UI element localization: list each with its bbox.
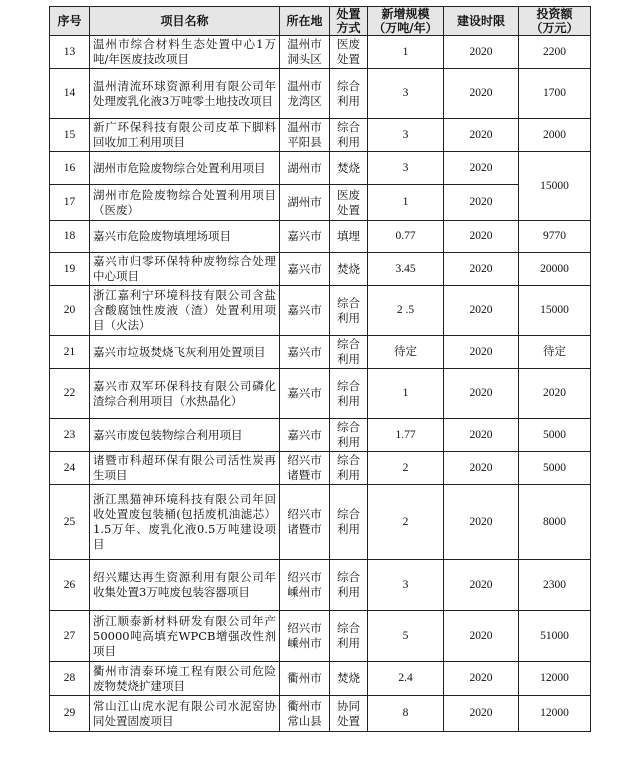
row-capacity-cell: 2.4	[368, 662, 444, 696]
table-row	[50, 485, 591, 560]
row-method-cell: 填埋	[330, 221, 368, 253]
row-method-cell: 综合利用	[330, 369, 368, 419]
row-location-cell: 温州市平阳县	[280, 119, 330, 152]
row-investment-cell: 20000	[519, 253, 591, 286]
row-location-cell: 湖州市	[280, 185, 330, 221]
row-location-cell: 嘉兴市	[280, 221, 330, 253]
row-index-cell: 23	[50, 419, 90, 452]
row-location-cell: 温州市龙湾区	[280, 69, 330, 119]
row-year-cell: 2020	[444, 696, 519, 732]
header-method-line2: 方式	[336, 21, 361, 35]
row-location-cell: 嘉兴市	[280, 419, 330, 452]
row-year-cell: 2020	[444, 560, 519, 611]
row-index-cell: 21	[50, 336, 90, 369]
header-capacity	[368, 7, 444, 36]
table-row	[50, 36, 591, 69]
row-name-cell: 嘉兴市废包装物综合利用项目	[90, 419, 280, 452]
header-investment-line1: 投资额	[536, 7, 573, 21]
row-year-cell: 2020	[444, 369, 519, 419]
row-name-cell: 衢州市清泰环境工程有限公司危险废物焚烧扩建项目	[90, 662, 280, 696]
row-capacity-cell: 1.77	[368, 419, 444, 452]
row-method-cell: 焚烧	[330, 152, 368, 185]
row-method-cell: 综合利用	[330, 286, 368, 336]
row-year-cell: 2020	[444, 662, 519, 696]
row-investment-cell: 2000	[519, 119, 591, 152]
header-year: 建设时限	[444, 7, 519, 36]
row-location-cell: 绍兴市嵊州市	[280, 611, 330, 662]
table-row	[50, 253, 591, 286]
row-method-cell: 综合利用	[330, 485, 368, 560]
row-name-cell: 新广环保科技有限公司皮革下脚料回收加工利用项目	[90, 119, 280, 152]
row-capacity-cell: 2	[368, 452, 444, 485]
row-capacity-cell: 5	[368, 611, 444, 662]
row-index-cell: 25	[50, 485, 90, 560]
row-investment-cell: 5000	[519, 452, 591, 485]
row-name-cell: 绍兴耀达再生资源利用有限公司年收集处置3万吨废包装容器项目	[90, 560, 280, 611]
table-row	[50, 560, 591, 611]
row-name-cell: 嘉兴市危险废物填埋场项目	[90, 221, 280, 253]
row-index-cell: 28	[50, 662, 90, 696]
row-name-cell: 温州市综合材料生态处置中心1万吨/年医废技改项目	[90, 36, 280, 69]
row-capacity-cell: 1	[368, 185, 444, 221]
row-name-cell: 浙江黑猫神环境科技有限公司年回收处置废包装桶(包括废机油滤芯）1.5万年、废乳化液0.5万吨建设项目	[90, 485, 280, 560]
row-investment-cell: 51000	[519, 611, 591, 662]
row-name-cell: 浙江嘉利宁环境科技有限公司含盐含酸腐蚀性废液（渣）处置利用项目（火法）	[90, 286, 280, 336]
row-investment-cell: 8000	[519, 485, 591, 560]
row-investment-cell: 2020	[519, 369, 591, 419]
row-location-cell: 绍兴市诸暨市	[280, 452, 330, 485]
row-investment-cell: 5000	[519, 419, 591, 452]
table-row	[50, 286, 591, 336]
row-capacity-cell: 2 .5	[368, 286, 444, 336]
table-row	[50, 662, 591, 696]
row-method-cell: 综合利用	[330, 452, 368, 485]
row-capacity-cell: 1	[368, 369, 444, 419]
table-row	[50, 152, 591, 185]
row-method-cell: 焚烧	[330, 662, 368, 696]
row-year-cell: 2020	[444, 221, 519, 253]
table-row	[50, 119, 591, 152]
row-method-cell: 医废处置	[330, 185, 368, 221]
header-location: 所在地	[280, 7, 330, 36]
row-index-cell: 27	[50, 611, 90, 662]
row-name-cell: 温州清流环球资源利用有限公司年处理废乳化液3万吨零土地技改项目	[90, 69, 280, 119]
row-year-cell: 2020	[444, 611, 519, 662]
table-row	[50, 419, 591, 452]
row-index-cell: 19	[50, 253, 90, 286]
row-method-cell: 综合利用	[330, 119, 368, 152]
row-year-cell: 2020	[444, 253, 519, 286]
row-name-cell: 嘉兴市垃圾焚烧飞灰利用处置项目	[90, 336, 280, 369]
row-name-cell: 湖州市危险废物综合处置利用项目	[90, 152, 280, 185]
header-method	[330, 7, 368, 36]
row-investment-cell: 12000	[519, 662, 591, 696]
row-year-cell: 2020	[444, 336, 519, 369]
row-investment-cell: 待定	[519, 336, 591, 369]
table-row	[50, 69, 591, 119]
row-location-cell: 嘉兴市	[280, 369, 330, 419]
row-method-cell: 协同处置	[330, 696, 368, 732]
row-method-cell: 医废处置	[330, 36, 368, 69]
row-name-cell: 嘉兴市双军环保科技有限公司磷化渣综合利用项目（水热晶化）	[90, 369, 280, 419]
header-name: 项目名称	[90, 7, 280, 36]
row-location-cell: 湖州市	[280, 152, 330, 185]
row-method-cell: 焚烧	[330, 253, 368, 286]
row-capacity-cell: 8	[368, 696, 444, 732]
header-method-line1: 处置	[336, 7, 361, 21]
row-location-cell: 嘉兴市	[280, 286, 330, 336]
header-index: 序号	[50, 7, 90, 36]
row-location-cell: 绍兴市诸暨市	[280, 485, 330, 560]
row-investment-cell: 9770	[519, 221, 591, 253]
row-investment-cell: 15000	[519, 286, 591, 336]
header-capacity-line2: （万吨/年）	[373, 21, 438, 35]
row-index-cell: 29	[50, 696, 90, 732]
row-capacity-cell: 1	[368, 36, 444, 69]
row-capacity-cell: 0.77	[368, 221, 444, 253]
row-year-cell: 2020	[444, 419, 519, 452]
row-capacity-cell: 待定	[368, 336, 444, 369]
row-name-cell: 湖州市危险废物综合处置利用项目（医废）	[90, 185, 280, 221]
row-index-cell: 15	[50, 119, 90, 152]
table-row	[50, 696, 591, 732]
row-year-cell: 2020	[444, 36, 519, 69]
row-index-cell: 14	[50, 69, 90, 119]
table-body	[50, 36, 591, 732]
row-capacity-cell: 2	[368, 485, 444, 560]
row-method-cell: 综合利用	[330, 69, 368, 119]
row-year-cell: 2020	[444, 286, 519, 336]
row-name-cell: 浙江顺泰新材料研发有限公司年产50000吨高填充WPCB增强改性剂项目	[90, 611, 280, 662]
row-method-cell: 综合利用	[330, 336, 368, 369]
row-capacity-cell: 3	[368, 560, 444, 611]
row-year-cell: 2020	[444, 69, 519, 119]
row-method-cell: 综合利用	[330, 419, 368, 452]
row-investment-cell: 2200	[519, 36, 591, 69]
row-location-cell: 衢州市	[280, 662, 330, 696]
row-method-cell: 综合利用	[330, 611, 368, 662]
row-year-cell: 2020	[444, 119, 519, 152]
row-index-cell: 26	[50, 560, 90, 611]
table-row	[50, 452, 591, 485]
row-capacity-cell: 3	[368, 152, 444, 185]
row-investment-cell: 15000	[519, 152, 591, 221]
row-investment-cell: 1700	[519, 69, 591, 119]
row-year-cell: 2020	[444, 185, 519, 221]
row-method-cell: 综合利用	[330, 560, 368, 611]
header-investment	[519, 7, 591, 36]
row-name-cell: 常山江山虎水泥有限公司水泥窑协同处置固废项目	[90, 696, 280, 732]
table-row	[50, 369, 591, 419]
row-index-cell: 24	[50, 452, 90, 485]
row-name-cell: 诸暨市科超环保有限公司活性炭再生项目	[90, 452, 280, 485]
row-location-cell: 衢州市常山县	[280, 696, 330, 732]
row-index-cell: 17	[50, 185, 90, 221]
project-table	[49, 6, 591, 732]
header-row	[50, 7, 591, 36]
row-capacity-cell: 3.45	[368, 253, 444, 286]
row-index-cell: 13	[50, 36, 90, 69]
table-row	[50, 221, 591, 253]
row-investment-cell: 12000	[519, 696, 591, 732]
header-investment-line2: （万元）	[530, 21, 579, 35]
row-capacity-cell: 3	[368, 69, 444, 119]
table-row	[50, 611, 591, 662]
table-row	[50, 185, 591, 221]
header-capacity-line1: 新增规模	[381, 7, 430, 21]
row-name-cell: 嘉兴市归零环保特种废物综合处理中心项目	[90, 253, 280, 286]
row-year-cell: 2020	[444, 485, 519, 560]
row-index-cell: 22	[50, 369, 90, 419]
row-index-cell: 18	[50, 221, 90, 253]
row-location-cell: 温州市洞头区	[280, 36, 330, 69]
row-index-cell: 20	[50, 286, 90, 336]
row-index-cell: 16	[50, 152, 90, 185]
table-row	[50, 336, 591, 369]
row-investment-cell: 2300	[519, 560, 591, 611]
row-location-cell: 绍兴市嵊州市	[280, 560, 330, 611]
row-year-cell: 2020	[444, 452, 519, 485]
row-location-cell: 嘉兴市	[280, 336, 330, 369]
row-capacity-cell: 3	[368, 119, 444, 152]
row-year-cell: 2020	[444, 152, 519, 185]
row-location-cell: 嘉兴市	[280, 253, 330, 286]
